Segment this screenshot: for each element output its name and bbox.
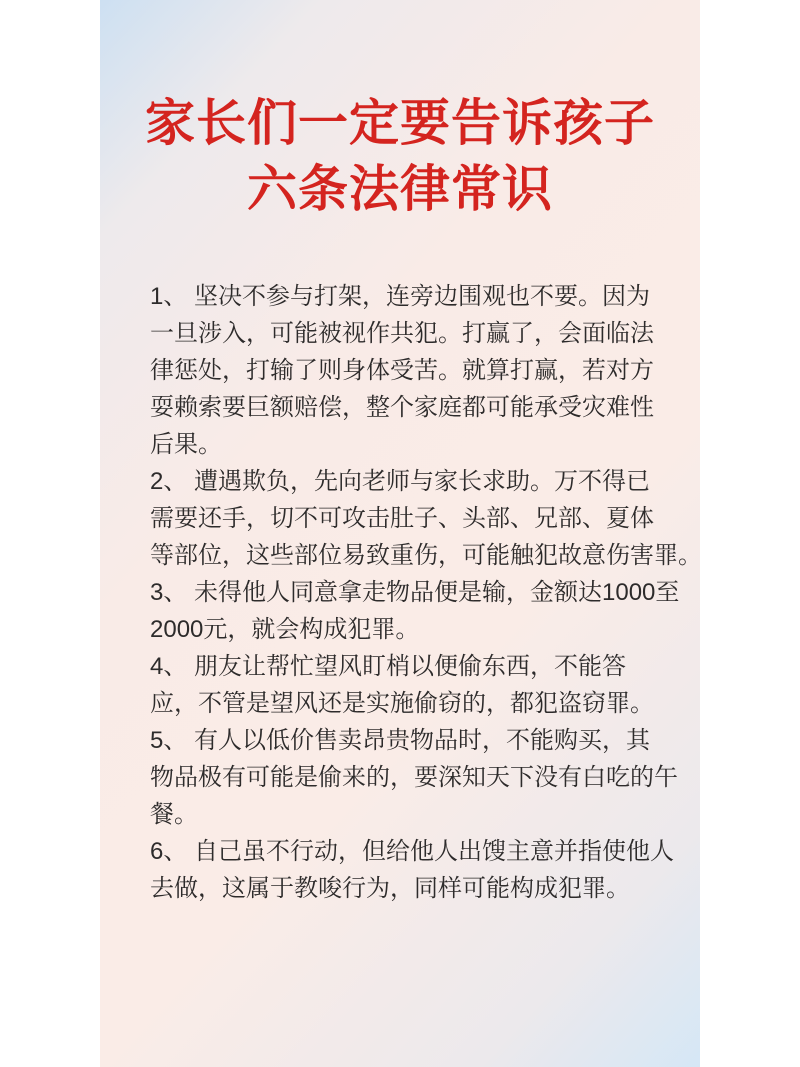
text-line: 物品极有可能是偷来的，要深知天下没有白吃的午 [150,764,678,791]
text-line: 耍赖索要巨额赔偿，整个家庭都可能承受灾难性 [150,394,654,421]
poster-card [100,0,700,1067]
text-line: 5、 有人以低价售卖昂贵物品时，不能购买，其 [150,727,651,754]
text-line: 等部位，这些部位易致重伤，可能触犯故意伤害罪。 [150,542,702,569]
text-line: 应，不管是望风还是实施偷窃的，都犯盗窃罪。 [150,690,654,717]
text-line: 一旦涉入，可能被视作共犯。打赢了，会面临法 [150,320,654,347]
text-line: 去做，这属于教唆行为，同样可能构成犯罪。 [150,875,630,902]
text-line: 餐。 [150,801,198,828]
text-line: 律惩处，打输了则身体受苦。就算打赢，若对方 [150,357,654,384]
poster-title [100,90,700,222]
body-text [150,278,702,907]
text-line: 4、 朋友让帮忙望风盯梢以便偷东西，不能答 [150,653,627,680]
text-line: 2、 遭遇欺负，先向老师与家长求助。万不得已 [150,468,651,495]
title-line-2: 六条法律常识 [247,161,553,217]
text-line: 3、 未得他人同意拿走物品便是输，金额达1000至 [150,579,680,606]
text-line: 2000元，就会构成犯罪。 [150,616,420,643]
text-line: 6、 自己虽不行动，但给他人出馊主意并指使他人 [150,838,675,865]
title-line-1: 家长们一定要告诉孩子 [145,95,655,151]
text-line: 1、 坚决不参与打架，连旁边围观也不要。因为 [150,283,651,310]
text-line: 需要还手，切不可攻击肚子、头部、兄部、夏体 [150,505,654,532]
text-line: 后果。 [150,431,222,458]
